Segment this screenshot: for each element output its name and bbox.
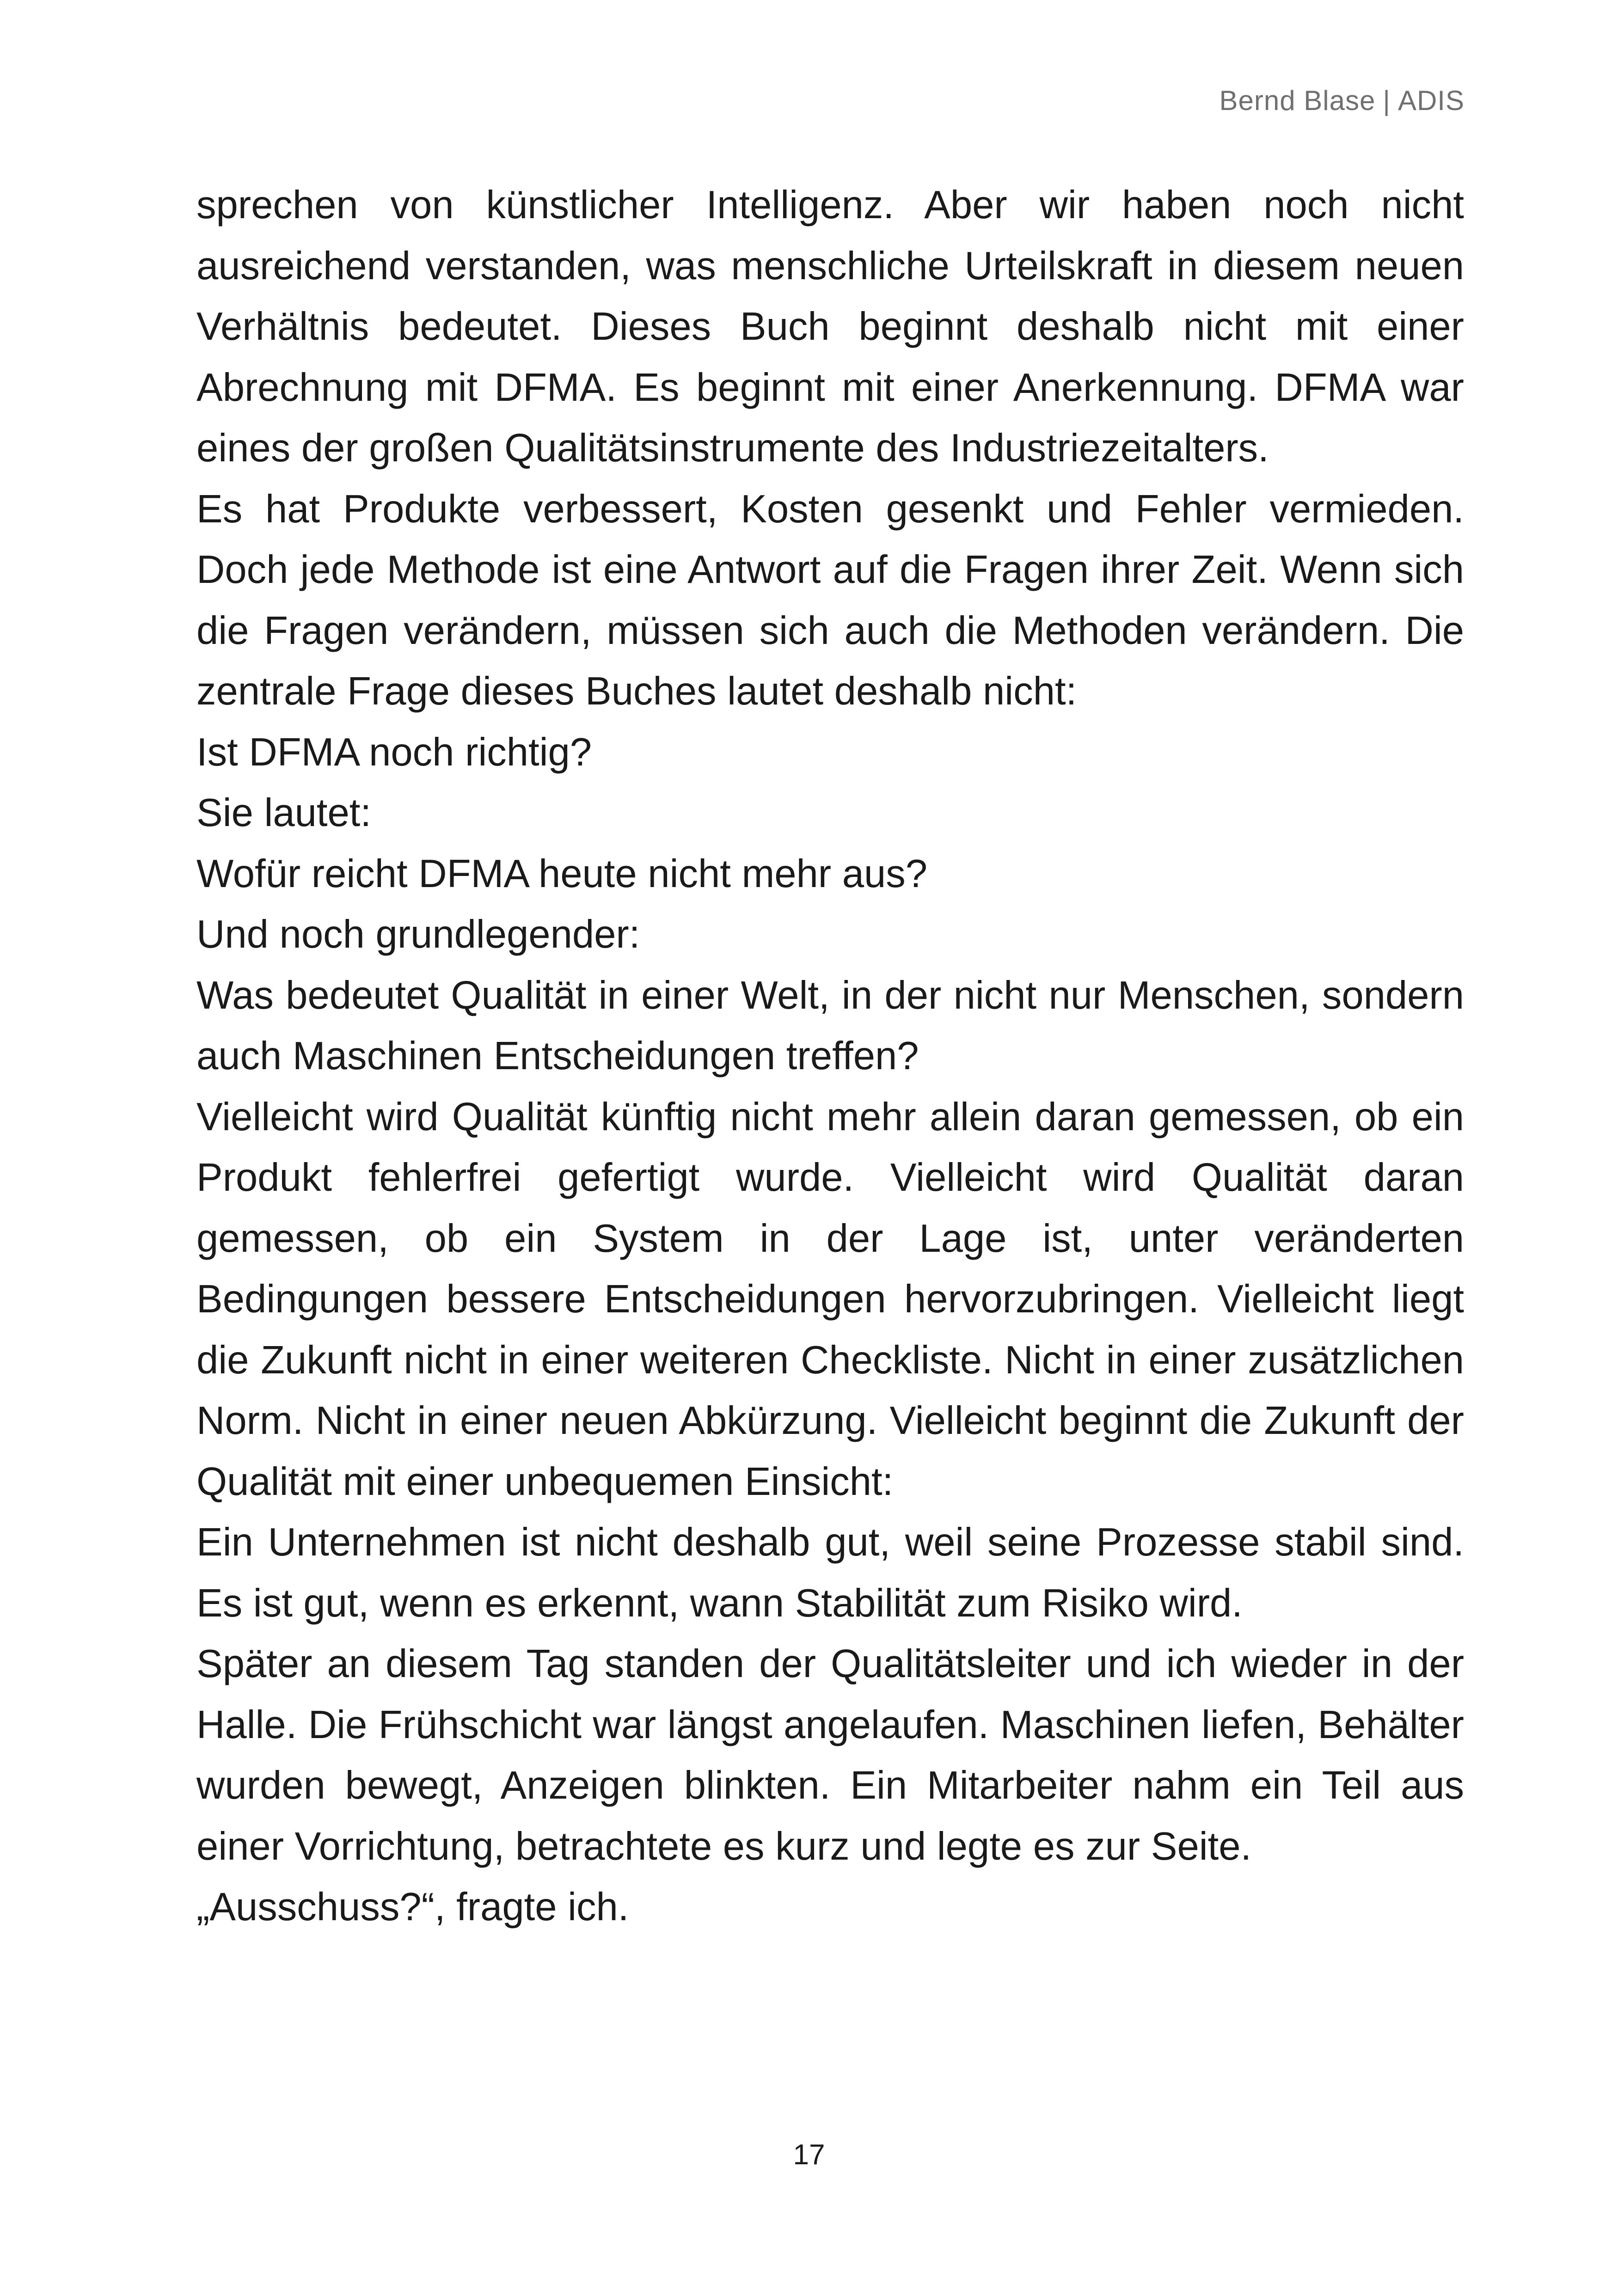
paragraph-3: Ist DFMA noch richtig? [196, 730, 592, 774]
page-number: 17 [793, 2139, 825, 2171]
body-text [196, 175, 1464, 1938]
paragraph-2: Es hat Produkte verbessert, Kosten gesenkt und Fehler vermieden. Doch jede Methode ist eine Antwort auf die Fragen ihrer Zeit. Wenn sich die Fragen verändern, müssen sich auch die Methoden verändern. Die zentrale Frage dieses Buches lautet deshalb nicht: [196, 487, 1464, 713]
header-separator: | [1383, 85, 1391, 116]
paragraph-6: Und noch grundlegender: [196, 912, 640, 956]
paragraph-9: Ein Unternehmen ist nicht deshalb gut, weil seine Prozesse stabil sind. Es ist gut, wenn es erkennt, wann Stabilität zum Risiko wird. [196, 1520, 1464, 1625]
header-book-title: ADIS [1397, 85, 1465, 116]
paragraph-10: Später an diesem Tag standen der Qualitätsleiter und ich wieder in der Halle. Die Frühschicht war längst angelaufen. Maschinen liefen, Behälter wurden bewegt, Anzeigen blinkten. Ein Mitarbeiter nahm ein Teil aus einer Vorrichtung, betrachtete es kurz und legte es zur Seite. [196, 1642, 1464, 1868]
paragraph-4: Sie lautet: [196, 791, 372, 835]
paragraph-7: Was bedeutet Qualität in einer Welt, in der nicht nur Menschen, sondern auch Maschinen Entscheidungen treffen? [196, 973, 1464, 1078]
paragraph-11: „Ausschuss?“, fragte ich. [196, 1885, 629, 1929]
header-author: Bernd Blase [1219, 85, 1376, 116]
paragraph-5: Wofür reicht DFMA heute nicht mehr aus? [196, 851, 928, 896]
running-header [1219, 82, 1465, 119]
paragraph-8: Vielleicht wird Qualität künftig nicht mehr allein daran gemessen, ob ein Produkt fehlerfrei gefertigt wurde. Vielleicht wird Qualität daran gemessen, ob ein System in der Lage ist, unter veränderten Bedingungen bessere Entscheidungen hervorzubringen. Vielleicht liegt die Zukunft nicht in einer weiteren Checkliste. Nicht in einer zusätzlichen Norm. Nicht in einer neuen Abkürzung. Vielleicht beginnt die Zukunft der Qualität mit einer unbequemen Einsicht: [196, 1095, 1464, 1504]
paragraph-1: sprechen von künstlicher Intelligenz. Aber wir haben noch nicht ausreichend verstanden, was menschliche Urteilskraft in diesem neuen Verhältnis bedeutet. Dieses Buch beginnt deshalb nicht mit einer Abrechnung mit DFMA. Es beginnt mit einer Anerkennung. DFMA war eines der großen Qualitätsinstrumente des Industriezeitalters. [196, 183, 1464, 470]
